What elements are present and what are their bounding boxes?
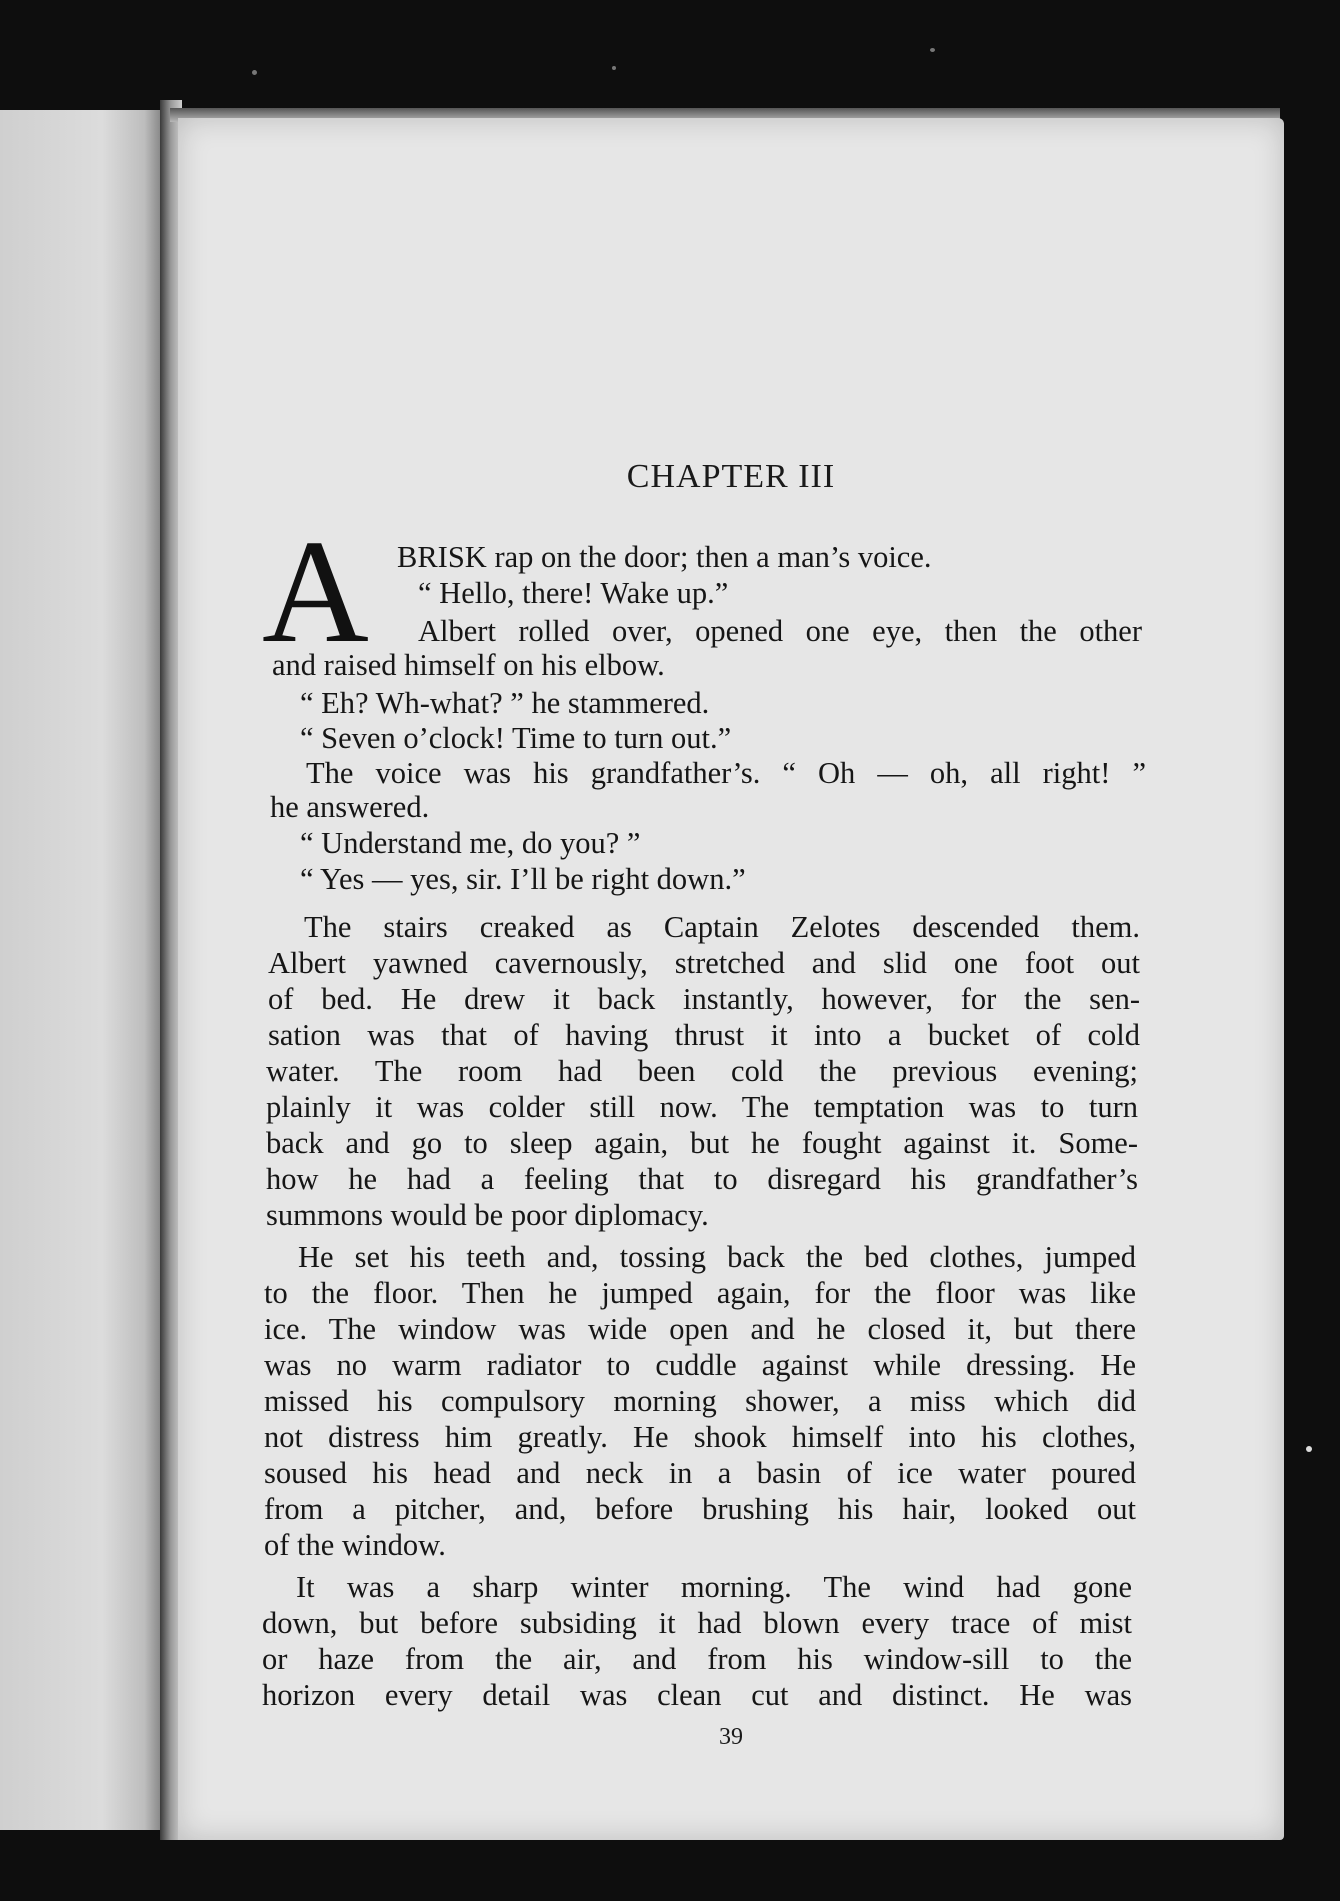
left-page-edge [0, 110, 170, 1830]
text-line: plainly it was colder still now. The temptation was to turn [266, 1090, 1138, 1124]
text-line: The voice was his grandfather’s. “ Oh — oh, all right! ” [306, 756, 1146, 790]
text-line: ice. The window was wide open and he closed it, but there [264, 1312, 1136, 1346]
text-line: down, but before subsiding it had blown every trace of mist [262, 1606, 1132, 1640]
text-line: “ Understand me, do you? ” [300, 826, 641, 860]
text-line: he answered. [270, 790, 430, 824]
text-line: “ Seven o’clock! Time to turn out.” [300, 721, 732, 755]
text-line: not distress him greatly. He shook himself into his clothes, [264, 1420, 1136, 1454]
text-line: of bed. He drew it back instantly, however, for the sen- [268, 982, 1140, 1016]
chapter-heading: CHAPTER III [626, 458, 836, 495]
text-line: water. The room had been cold the previous evening; [266, 1054, 1138, 1088]
text-line: BRISK rap on the door; then a man’s voice. [397, 540, 932, 574]
text-line: from a pitcher, and, before brushing his hair, looked out [264, 1492, 1136, 1526]
text-line: horizon every detail was clean cut and distinct. He was [262, 1678, 1132, 1712]
dust-speck [1306, 1446, 1312, 1452]
text-line: to the floor. Then he jumped again, for the floor was like [264, 1276, 1136, 1310]
text-line: He set his teeth and, tossing back the bed clothes, jumped [298, 1240, 1136, 1274]
text-line: was no warm radiator to cuddle against while dressing. He [264, 1348, 1136, 1382]
drop-cap: A [262, 510, 369, 674]
text-line: “ Hello, there! Wake up.” [418, 576, 729, 610]
text-line: how he had a feeling that to disregard his grandfather’s [266, 1162, 1138, 1196]
text-line: Albert rolled over, opened one eye, then the other [418, 614, 1142, 648]
text-line: sation was that of having thrust it into a bucket of cold [268, 1018, 1140, 1052]
text-line: back and go to sleep again, but he fought against it. Some- [266, 1126, 1138, 1160]
text-line: Albert yawned cavernously, stretched and slid one foot out [268, 946, 1140, 980]
text-line: The stairs creaked as Captain Zelotes descended them. [304, 910, 1140, 944]
text-line: soused his head and neck in a basin of ice water poured [264, 1456, 1136, 1490]
page-number: 39 [719, 1724, 743, 1750]
dust-speck [252, 70, 257, 75]
text-line: It was a sharp winter morning. The wind had gone [296, 1570, 1132, 1604]
text-line: summons would be poor diplomacy. [266, 1198, 709, 1232]
text-line: missed his compulsory morning shower, a miss which did [264, 1384, 1136, 1418]
text-line: of the window. [264, 1528, 446, 1562]
text-line: or haze from the air, and from his window-sill to the [262, 1642, 1132, 1676]
text-line: and raised himself on his elbow. [272, 648, 665, 682]
dust-speck [930, 48, 935, 52]
text-line: “ Eh? Wh-what? ” he stammered. [300, 686, 710, 720]
text-line: “ Yes — yes, sir. I’ll be right down.” [300, 862, 746, 896]
dust-speck [612, 66, 616, 70]
